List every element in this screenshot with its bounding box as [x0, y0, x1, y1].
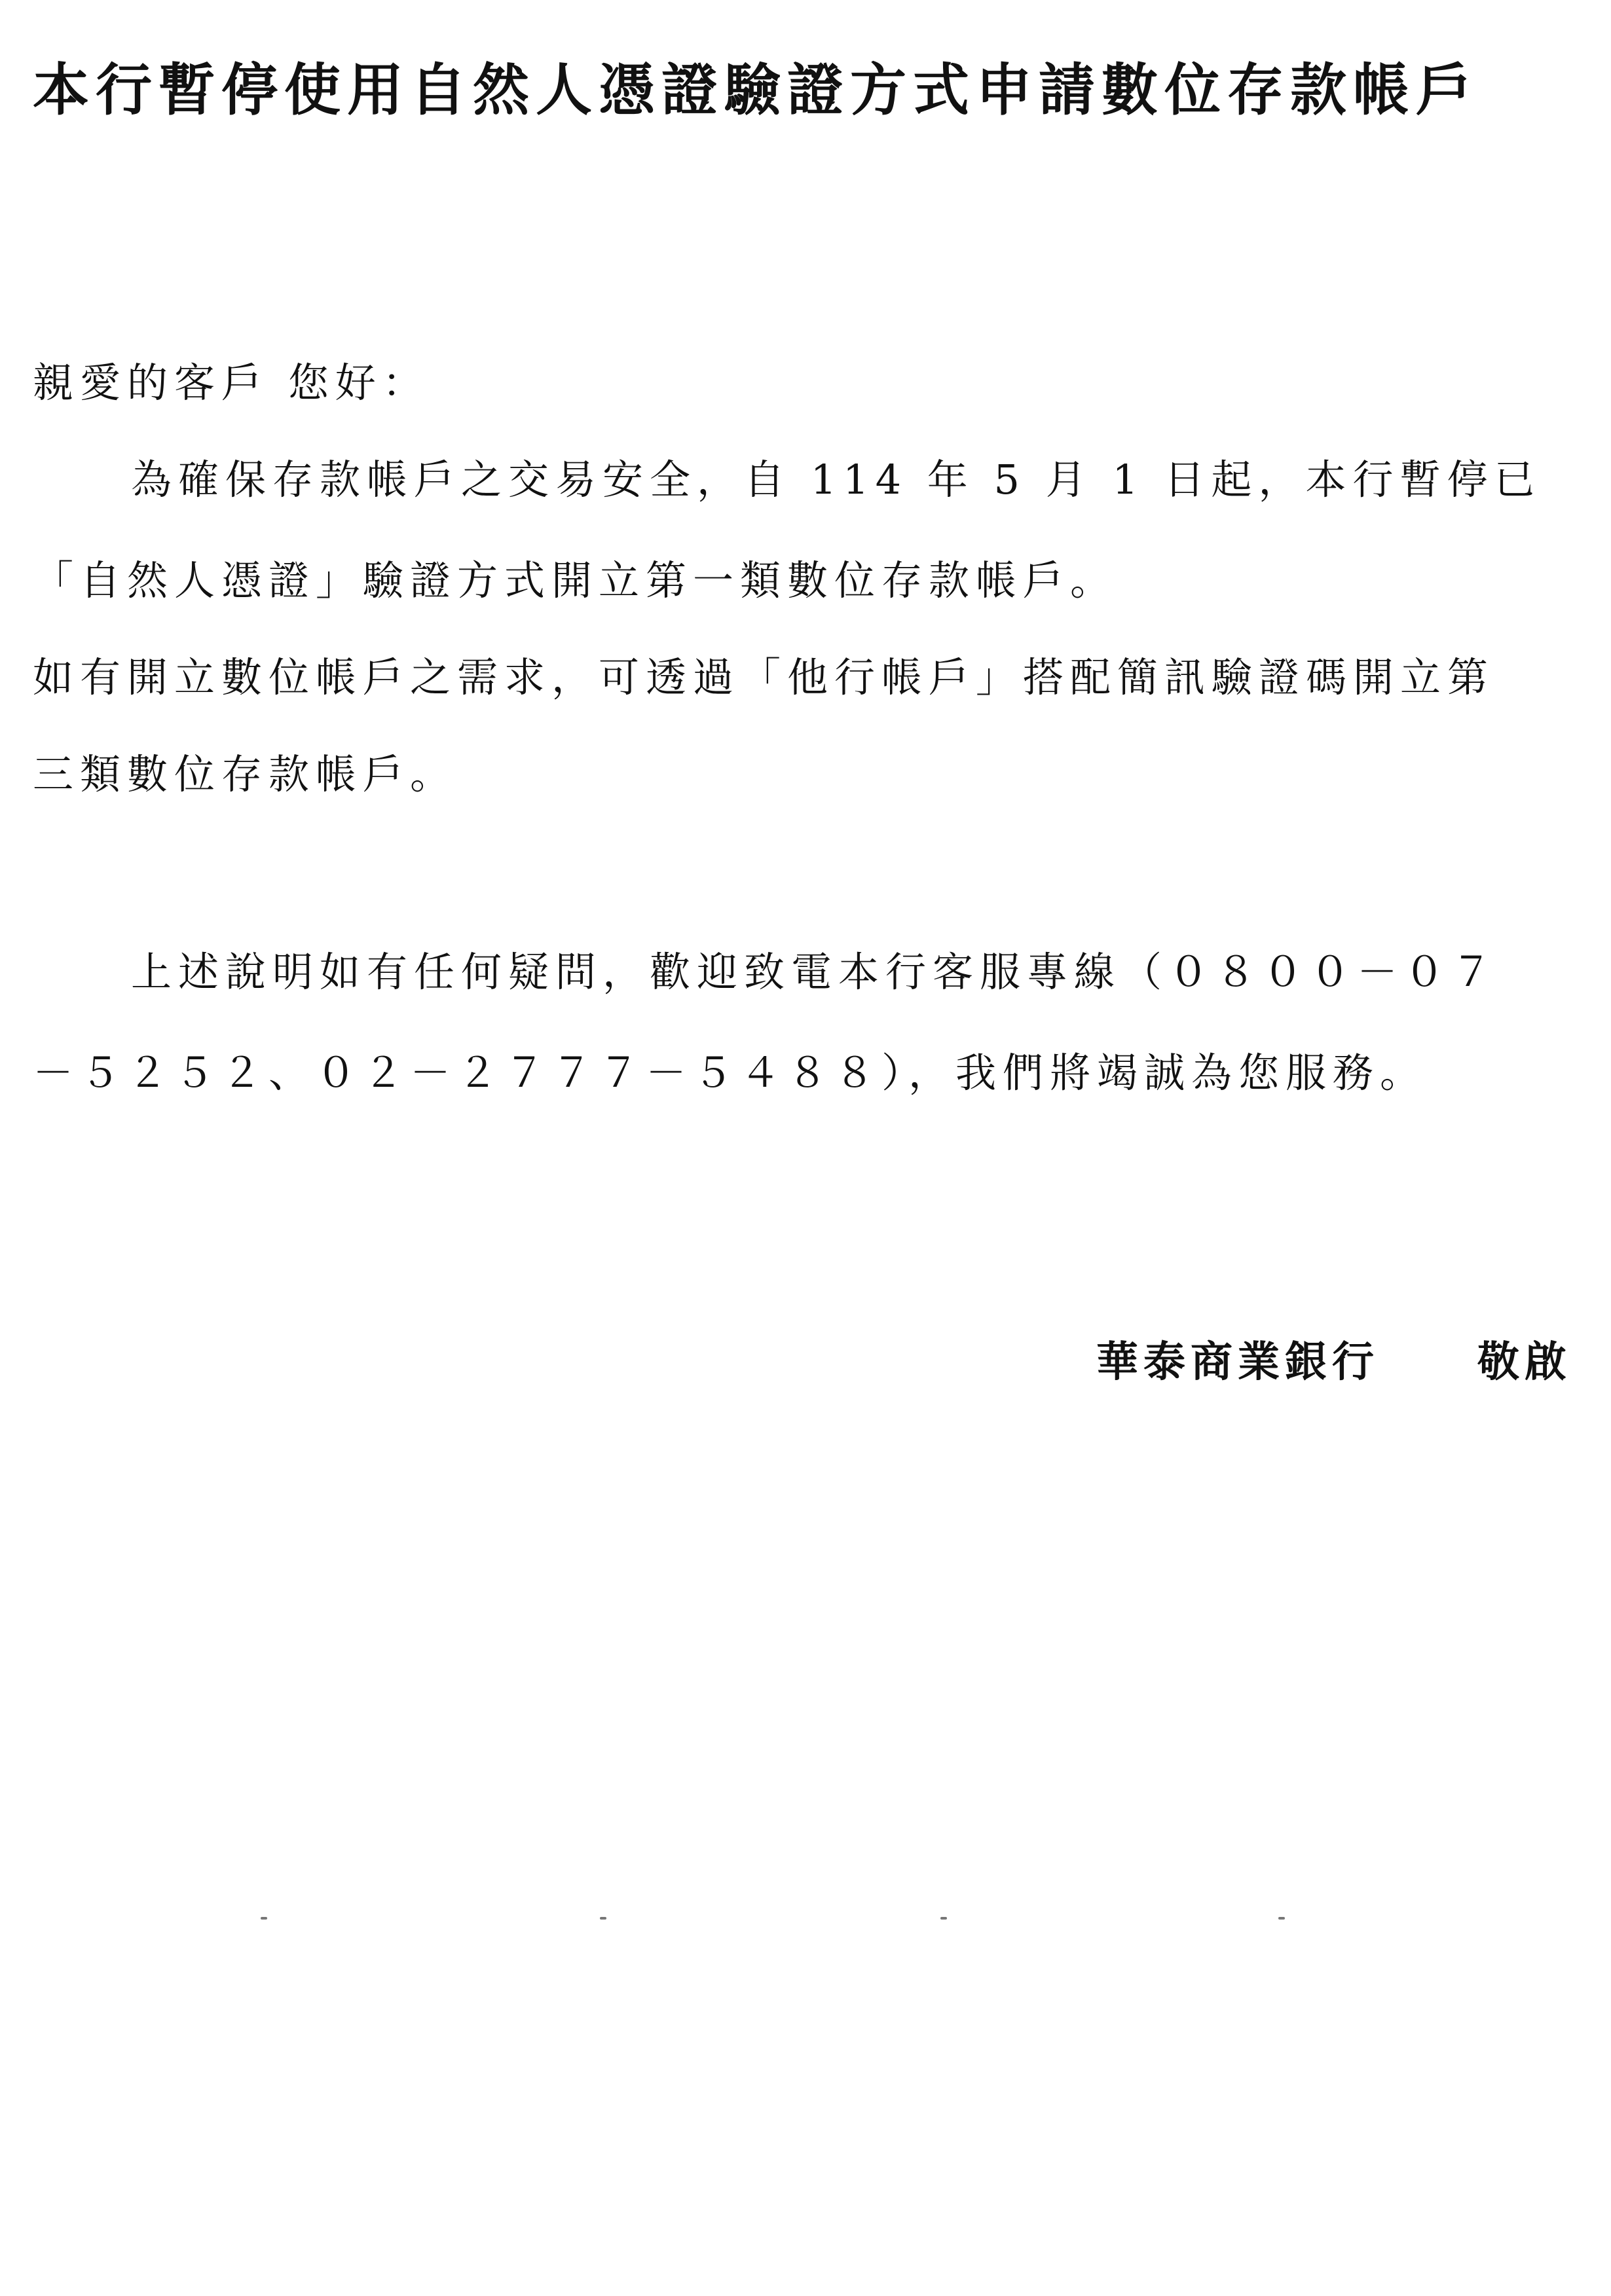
paragraph-3-line-1: 上述說明如有任何疑問，歡迎致電本行客服專線（０８００－０７ — [131, 948, 1499, 996]
paragraph-1-line-2: 「自然人憑證」驗證方式開立第一類數位存款帳戶。 — [33, 556, 1118, 604]
bank-name: 華泰商業銀行 — [1096, 1338, 1379, 1387]
paragraph-1-line-1: 為確保存款帳戶之交易安全，自 114 年 5 月 1 日起，本行暫停已 — [131, 456, 1542, 503]
paragraph-2-line-1: 如有開立數位帳戶之需求，可透過「他行帳戶」搭配簡訊驗證碼開立第 — [33, 653, 1495, 701]
closing-remark: 敬啟 — [1477, 1338, 1572, 1387]
paragraph-3-line-2: －５２５２、０２－２７７７－５４８８），我們將竭誠為您服務。 — [33, 1049, 1428, 1097]
scan-speck — [1278, 1917, 1285, 1920]
notice-title: 本行暫停使用自然人憑證驗證方式申請數位存款帳戶 — [33, 58, 1479, 123]
paragraph-2-line-2: 三類數位存款帳戶。 — [33, 750, 458, 798]
scan-speck — [261, 1917, 267, 1920]
scan-speck — [940, 1917, 947, 1920]
salutation: 親愛的客戶 您好： — [33, 359, 430, 407]
scan-speck — [600, 1917, 606, 1920]
signature-block — [1096, 1333, 1572, 1392]
